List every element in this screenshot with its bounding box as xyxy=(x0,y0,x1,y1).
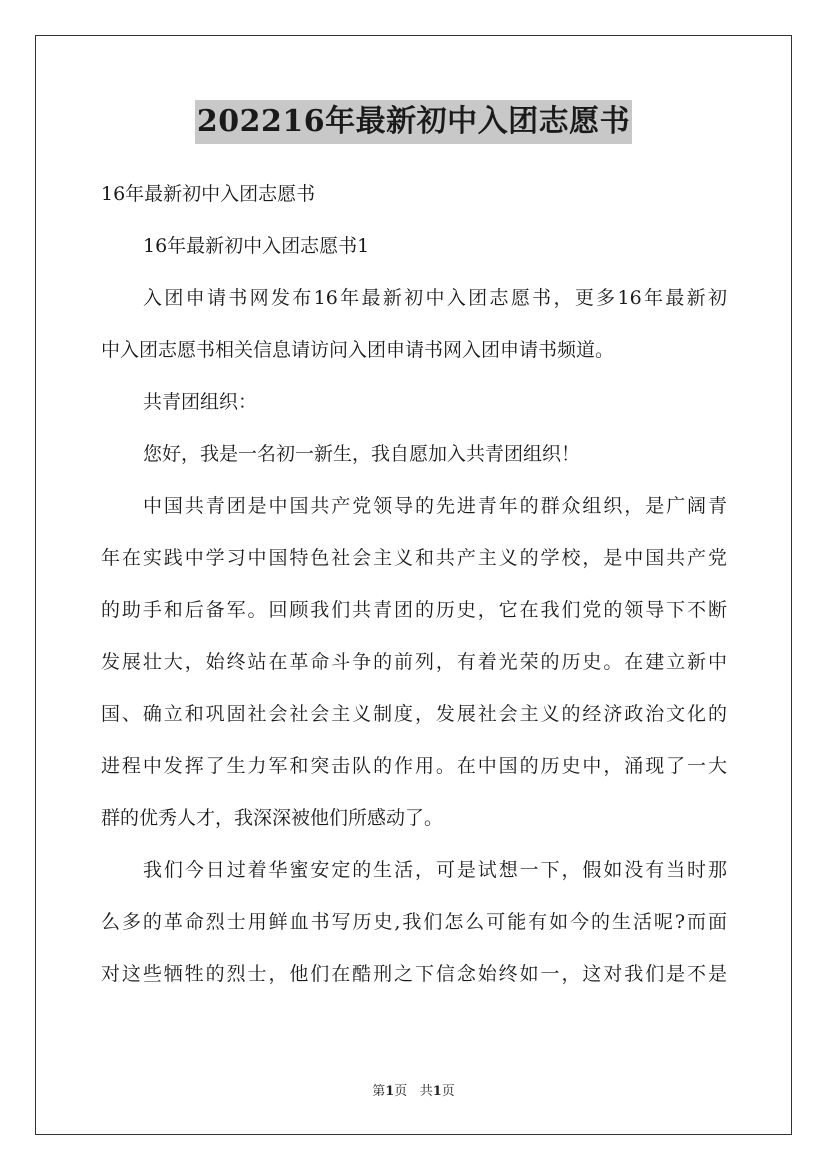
total-label-suffix: 页 xyxy=(441,1084,455,1099)
text-line: 16年最新初中入团志愿书1 xyxy=(143,235,370,257)
text-line: 进程中发挥了生力军和突击队的作用。在中国的历史中，涌现了一大 xyxy=(101,755,727,777)
total-label-prefix: 共 xyxy=(419,1084,433,1099)
text-line: 中国共青团是中国共产党领导的先进青年的群众组织，是广阔青 xyxy=(143,495,727,517)
text-line: 国、确立和巩固社会社会主义制度，发展社会主义的经济政治文化的 xyxy=(101,703,727,725)
text-line: 群的优秀人才，我深深被他们所感动了。 xyxy=(101,807,444,829)
text-line: 我们今日过着华蜜安定的生活，可是试想一下，假如没有当时那 xyxy=(143,859,727,881)
text-line: 中入团志愿书相关信息请访问入团申请书网入团申请书频道。 xyxy=(101,339,615,361)
text-line: 共青团组织： xyxy=(143,391,258,413)
text-line: 您好，我是一名初一新生，我自愿加入共青团组织！ xyxy=(143,443,581,465)
text-line: 入团申请书网发布16年最新初中入团志愿书，更多16年最新初 xyxy=(143,287,727,309)
page-footer xyxy=(0,1080,827,1104)
page-number: 1 xyxy=(385,1084,395,1099)
text-line: 么多的革命烈士用鲜血书写历史,我们怎么可能有如今的生活呢?而面 xyxy=(101,911,727,933)
text-line: 年在实践中学习中国特色社会主义和共产主义的学校，是中国共产党 xyxy=(101,547,727,569)
title-container xyxy=(0,100,827,144)
document-body xyxy=(101,173,727,1005)
page-label-suffix: 页 xyxy=(394,1084,408,1099)
text-line: 发展壮大，始终站在革命斗争的前列，有着光荣的历史。在建立新中 xyxy=(101,651,727,673)
total-pages: 1 xyxy=(432,1084,442,1099)
text-line: 的助手和后备军。回顾我们共青团的历史，它在我们党的领导下不断 xyxy=(101,599,727,621)
text-line: 16年最新初中入团志愿书 xyxy=(101,183,316,205)
text-line: 对这些牺牲的烈士，他们在酷刑之下信念始终如一，这对我们是不是 xyxy=(101,963,727,985)
document-title: 202216年最新初中入团志愿书 xyxy=(195,100,632,144)
page-label-prefix: 第 xyxy=(372,1084,386,1099)
